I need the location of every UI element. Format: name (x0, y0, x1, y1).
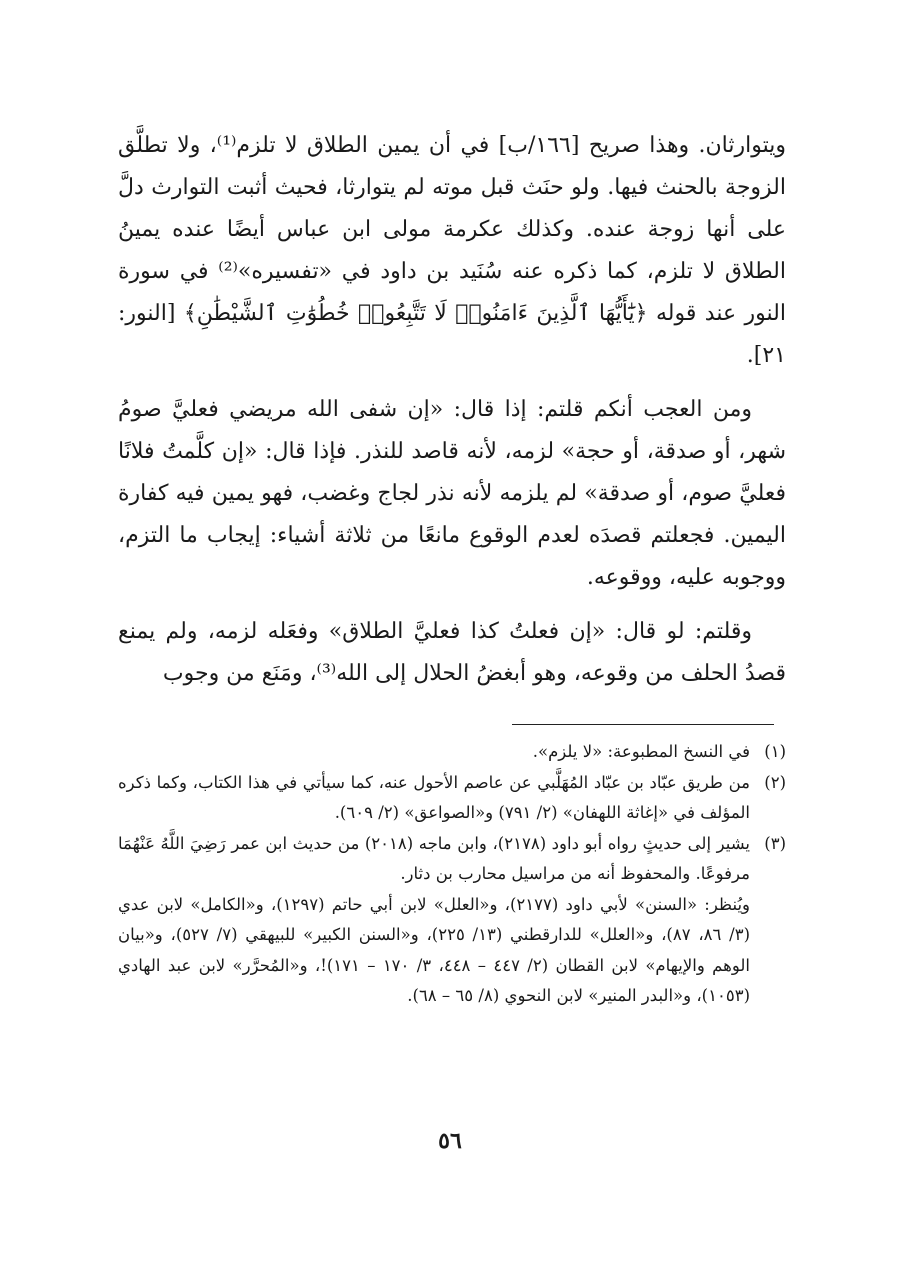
paragraph-2: ومن العجب أنكم قلتم: إذا قال: «إن شفى الله مريضي فعليَّ صومُ شهر، أو صدقة، أو حجة» لزمه، لأنه قاصد للنذر. فإذا قال: «إن كلَّمتُ فلانًا فعليَّ صوم، أو صدقة» لم يلزمه لأنه نذر لجاج وغضب، فهو يمين فيه كفارة اليمين. فجعلتم قصدَه لعدم الوقوع مانعًا من ثلاثة أشياء: إيجاب ما التزم، ووجوبه عليه، ووقوعه. (118, 397, 786, 590)
footnote-number: (١) (764, 742, 786, 761)
footnote-1 (118, 737, 786, 768)
main-text (118, 125, 786, 707)
footnote-number: (٢) (764, 772, 786, 792)
footnote-3 (118, 829, 786, 1012)
paragraph-3: وقلتم: لو قال: «إن فعلتُ كذا فعليَّ الطلاق» وفعَله لزمه، ولم يمنع قصدُ الحلف من وقوعه، وهو أبغضُ الحلال إلى الله⁽³⁾، ومَنَع من وجوب (118, 619, 786, 686)
footnotes (118, 737, 786, 1012)
page-number: ٥٦ (438, 1128, 462, 1154)
footnote-text: من طريق عبّاد بن عبّاد المُهَلَّبي عن عاصم الأحول عنه، كما سيأتي في هذا الكتاب، وكما ذكره المؤلف في «إغاثة اللهفان» (٢/ ٧٩١) و«الصواعق» (٢/ ٦٠٩). (118, 772, 750, 822)
paragraph-1: ويتوارثان. وهذا صريح [١٦٦/ب] في أن يمين الطلاق لا تلزم⁽¹⁾، ولا تطلَّق الزوجة بالحنث فيها. ولو حنَث قبل موته لم يتوارثا، فحيث أثبت التوارث دلَّ على أنها زوجة عنده. وكذلك عكرمة مولى ابن عباس أيضًا عنده يمينُ الطلاق لا تلزم، كما ذكره عنه سُنَيد بن داود في «تفسيره»⁽²⁾ في سورة النور عند قوله ﴿يَٰٓأَيُّهَا ٱلَّذِينَ ءَامَنُوا۟ لَا تَتَّبِعُوا۟ خُطُوَٰتِ ٱلشَّيْطَٰنِ﴾ [النور: ٢١]. (118, 133, 786, 368)
footnote-text: يشير إلى حديثٍ رواه أبو داود (٢١٧٨)، وابن ماجه (٢٠١٨) من حديث ابن عمر رَضِيَ اللَّهُ عَنْهُمَا مرفوعًا. والمحفوظ أنه من مراسيل محارب بن دثار. (118, 833, 751, 883)
footnote-text: ويُنظر: «السنن» لأبي داود (٢١٧٧)، و«العلل» لابن أبي حاتم (١٢٩٧)، و«الكامل» لابن عدي (٣/ ٨٦، ٨٧)، و«العلل» للدارقطني (١٣/ ٢٢٥)، و«السنن الكبير» للبيهقي (٧/ ٥٢٧)، و«بيان الوهم والإيهام» لابن القطان (٢/ ٤٤٧ – ٤٤٨، ٣/ ١٧٠ – ١٧١)!، و«المُحرَّر» لابن عبد الهادي (١٠٥٣)، و«البدر المنير» لابن النحوي (٨/ ٦٥ – ٦٨). (118, 894, 751, 1005)
footnote-2 (118, 768, 786, 829)
footnote-separator (512, 724, 774, 725)
footnote-number: (٣) (764, 833, 786, 853)
footnote-text: في النسخ المطبوعة: «لا يلزم». (532, 742, 750, 761)
